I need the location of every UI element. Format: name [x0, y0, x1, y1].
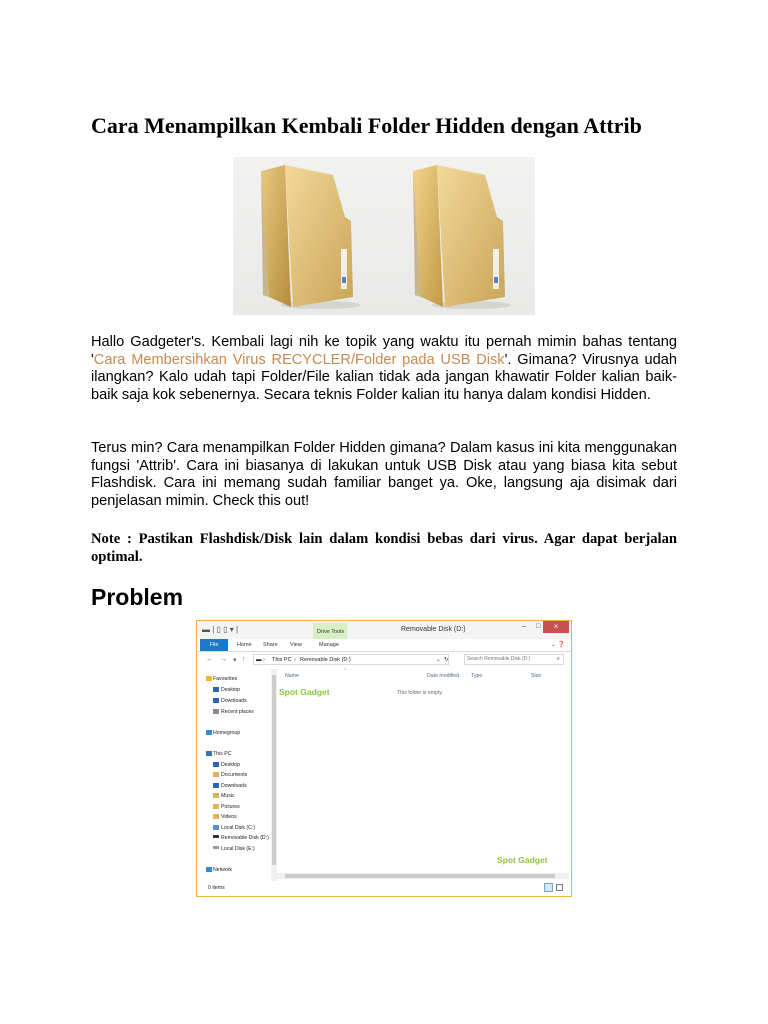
watermark-top: Spot Gadget [279, 687, 330, 697]
nav-item-recent-places[interactable]: Recent places [221, 709, 254, 715]
horizontal-scrollbar-thumb[interactable] [285, 874, 555, 878]
window-title: Removable Disk (D:) [401, 626, 466, 633]
this-pc-icon [206, 751, 212, 756]
folder-icons-illustration [233, 157, 535, 315]
details-view-icon[interactable] [544, 883, 553, 892]
nav-item-this-pc[interactable]: This PC [213, 751, 232, 757]
help-icon[interactable]: ⌄ ❓ [550, 642, 565, 648]
column-header-size[interactable]: Size [531, 673, 542, 679]
empty-folder-message: This folder is empty. [397, 690, 444, 696]
quick-access-toolbar[interactable]: ▬ | ▯ ▯ ▾ | [202, 625, 239, 634]
maximize-icon[interactable]: □ [536, 623, 541, 630]
local-disk-icon [213, 825, 219, 830]
nav-item-music[interactable]: Music [221, 793, 235, 799]
file-list-area[interactable] [279, 669, 571, 881]
drive-icon: ▬ › [256, 657, 265, 663]
videos-icon [213, 814, 219, 819]
status-bar [197, 881, 571, 897]
tab-share[interactable]: Share [263, 642, 278, 648]
folder-icon-left [261, 165, 361, 309]
recent-locations-chevron-icon[interactable]: ▾ [233, 657, 237, 664]
breadcrumb-this-pc[interactable]: This PC [272, 657, 292, 663]
nav-item-network[interactable]: Network [213, 867, 233, 873]
recycler-article-link[interactable]: Cara Membersihkan Virus RECYCLER/Folder pada USB Disk [93, 351, 505, 368]
tab-view[interactable]: View [290, 642, 302, 648]
nav-item-desktop[interactable]: Desktop [221, 687, 241, 693]
intro-text-start: Hallo Gadgeter's. Kembali lagi nih ke topik yang waktu itu pernah mimin bahas tentang ' [91, 334, 677, 368]
favourites-star-icon [206, 676, 212, 681]
document-title: Cara Menampilkan Kembali Folder Hidden dengan Attrib [91, 113, 642, 138]
title-bar [197, 621, 571, 639]
close-button[interactable]: × [543, 621, 569, 633]
nav-item-downloads[interactable]: Downloads [221, 698, 247, 704]
breadcrumb-removable-disk[interactable]: Removable Disk (D:) [300, 657, 351, 663]
forward-arrow-icon[interactable]: → [220, 656, 227, 663]
nav-item-pictures[interactable]: Pictures [221, 804, 240, 810]
intro-paragraph [91, 334, 677, 404]
item-count: 0 items [208, 885, 225, 891]
documents-icon [213, 772, 219, 777]
nav-item-documents[interactable]: Documents [221, 772, 248, 778]
desktop-icon [213, 687, 219, 692]
intro-text-end: '. Gimana? Virusnya udah ilangkan? Kalo udah tapi Folder/File kalian tidak ada jangan khawatir Folder kalian baik-baik saja kok sebenernya. Secara teknis Folder kalian itu hanya dalam kondisi Hidden. [91, 351, 677, 403]
breadcrumb-separator: › [294, 657, 296, 663]
folder-icon-right [413, 165, 511, 309]
scrollbar-thumb[interactable] [272, 675, 276, 865]
nav-item-local-disk-c[interactable]: Local Disk (C:) [221, 825, 256, 831]
pictures-icon [213, 804, 219, 809]
nav-item-local-disk-e[interactable]: Local Disk (E:) [221, 846, 255, 852]
sort-chevron-icon: ⌃ [343, 668, 348, 674]
column-header-date-modified[interactable]: Date modified [427, 673, 460, 679]
search-box[interactable] [464, 654, 564, 665]
local-disk-icon [213, 846, 219, 849]
tab-manage[interactable]: Manage [319, 642, 339, 648]
nav-item-favourites[interactable]: Favourites [213, 676, 238, 682]
downloads-icon [213, 698, 219, 703]
search-input[interactable] [467, 656, 551, 662]
column-header-type[interactable]: Type [471, 673, 483, 679]
desktop-icon [213, 762, 219, 767]
second-paragraph: Terus min? Cara menampilkan Folder Hidden gimana? Dalam kasus ini kita menggunakan fungsi 'Attrib'. Cara ini biasanya di lakukan untuk USB Disk atau yang biasa kita sebut Flashdisk. Cara ini memang sudah familiar banget ya. Oke, langsung aja disimak dari penjelasan mimin. Check this out! [91, 440, 677, 509]
address-dropdown-chevron-icon[interactable]: ⌄ [436, 657, 441, 663]
problem-heading: Problem [91, 584, 184, 610]
drive-tools-label: Drive Tools [317, 629, 345, 635]
minimize-icon[interactable]: – [522, 623, 526, 630]
nav-item-pc-desktop[interactable]: Desktop [221, 762, 241, 768]
drive-tools-context-tab[interactable] [313, 623, 347, 639]
explorer-window-screenshot [196, 620, 572, 897]
network-icon [206, 867, 212, 872]
navigation-pane-scrollbar[interactable] [271, 669, 277, 881]
navigation-pane [197, 671, 271, 883]
search-icon: ⌕ [556, 656, 560, 662]
column-header-name[interactable]: Name [285, 673, 299, 679]
large-icons-view-icon[interactable] [556, 884, 563, 891]
removable-disk-icon [213, 835, 219, 838]
up-arrow-icon[interactable]: ↑ [242, 656, 246, 663]
address-bar-row [197, 652, 571, 668]
note-paragraph: Note : Pastikan Flashdisk/Disk lain dalam kondisi bebas dari virus. Agar dapat berjalan optimal. [91, 531, 677, 565]
horizontal-scrollbar[interactable] [277, 873, 569, 879]
music-icon [213, 793, 219, 798]
nav-item-removable-disk-d[interactable]: Removable Disk (D:) [221, 835, 269, 841]
nav-item-pc-downloads[interactable]: Downloads [221, 783, 247, 789]
back-arrow-icon[interactable]: ← [206, 656, 213, 663]
downloads-icon [213, 783, 219, 788]
recent-places-icon [213, 709, 219, 714]
hero-image-folders [233, 157, 535, 315]
address-path[interactable] [253, 654, 449, 665]
tab-home[interactable]: Home [237, 642, 252, 648]
ribbon-tabs [197, 639, 571, 652]
nav-item-videos[interactable]: Videos [221, 814, 237, 820]
tab-file[interactable]: File [200, 639, 228, 651]
watermark-bottom: Spot Gadget [497, 855, 548, 865]
refresh-icon[interactable]: ↻ [444, 657, 449, 663]
homegroup-icon [206, 730, 212, 735]
nav-item-homegroup[interactable]: Homegroup [213, 730, 241, 736]
